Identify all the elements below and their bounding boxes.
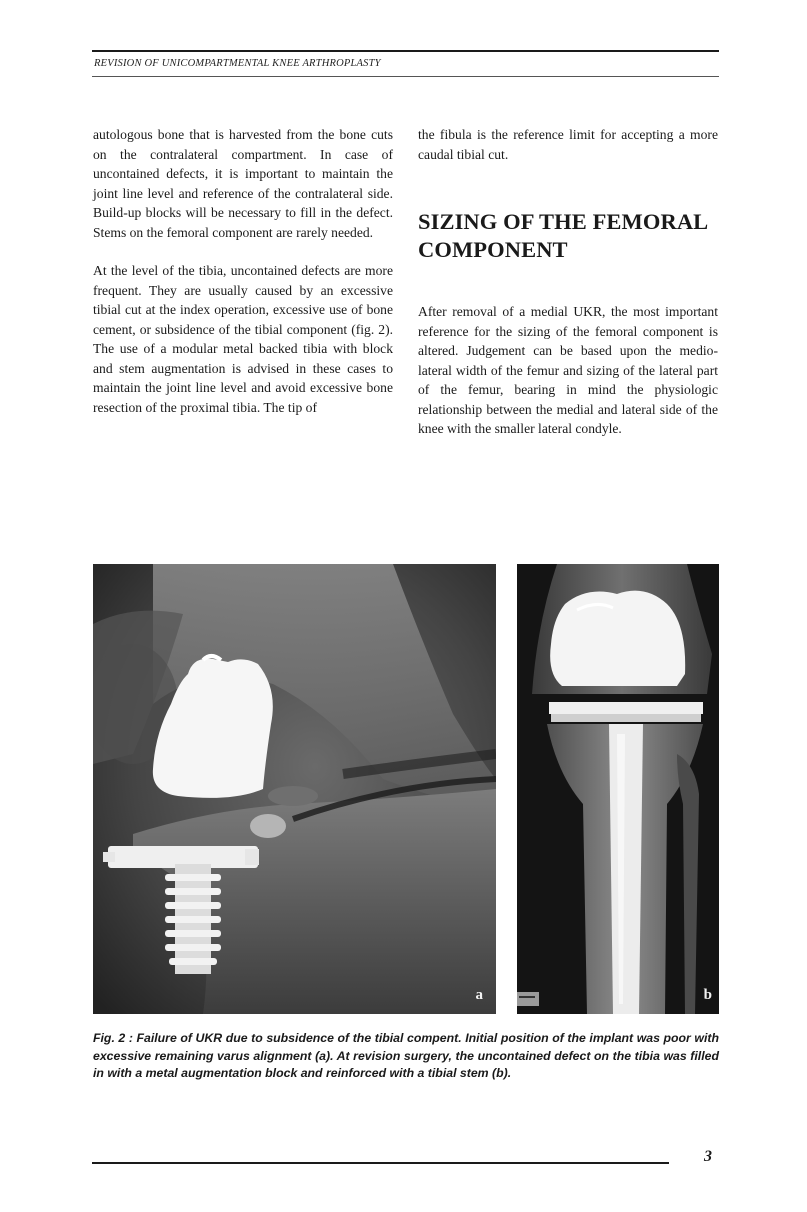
paragraph: After removal of a medial UKR, the most important reference for the sizing of the femoral component is altered. Judgement can be based upon the medio-lateral width of the femur and sizing of the lateral part of the femur, bearing in mind the physiologic relationship between the medial and lateral side of the knee with the smaller lateral condyle. [418,304,718,436]
footer-rule [92,1162,669,1164]
paragraph: At the level of the tibia, uncontained defects are more frequent. They are usually caused by an excessive tibial cut at the index operation, excessive use of bone cement, or subsidence of the tibial component (fig. 2). The use of a modular metal backed tibia with block and stem augmentation is advised in these cases to maintain the joint line level and avoid excessive bone resection of the proximal tibia. The tip of [93,263,393,415]
paragraph-continuation: the fibula is the reference limit for accepting a more caudal tibial cut. [418,127,718,162]
paragraph: autologous bone that is harvested from the bone cuts on the contralateral compartment. In case of uncontained defects, it is important to maintain the joint line level and reference of the contralateral side. Build-up blocks will be necessary to fill in the defect. Stems on the femoral component are rarely needed. [93,127,393,240]
xray-panel-b [517,564,719,1014]
right-column-body [418,302,718,439]
xray-image-b [517,564,719,1014]
running-title: REVISION OF UNICOMPARTMENTAL KNEE ARTHROPLASTY [94,58,381,69]
right-column-top [418,125,718,164]
left-column [93,125,393,417]
panel-label-b: b [703,987,712,1003]
panel-label-a: a [475,987,483,1003]
figure-caption: Fig. 2 : Failure of UKR due to subsidence of the tibial compent. Initial position of the implant was poor with excessive remaining varus alignment (a). At revision surgery, the uncontained defect on the tibia was filled in with a metal augmentation block and reinforced with a tibial stem (b). [93,1031,719,1080]
header-rule [92,50,719,52]
header-rule-bottom [92,76,719,77]
xray-panel-a [93,564,496,1014]
xray-image-a [93,564,496,1014]
page-number: 3 [704,1148,712,1165]
section-heading: SIZING OF THE FEMORAL COMPONENT [418,209,708,262]
